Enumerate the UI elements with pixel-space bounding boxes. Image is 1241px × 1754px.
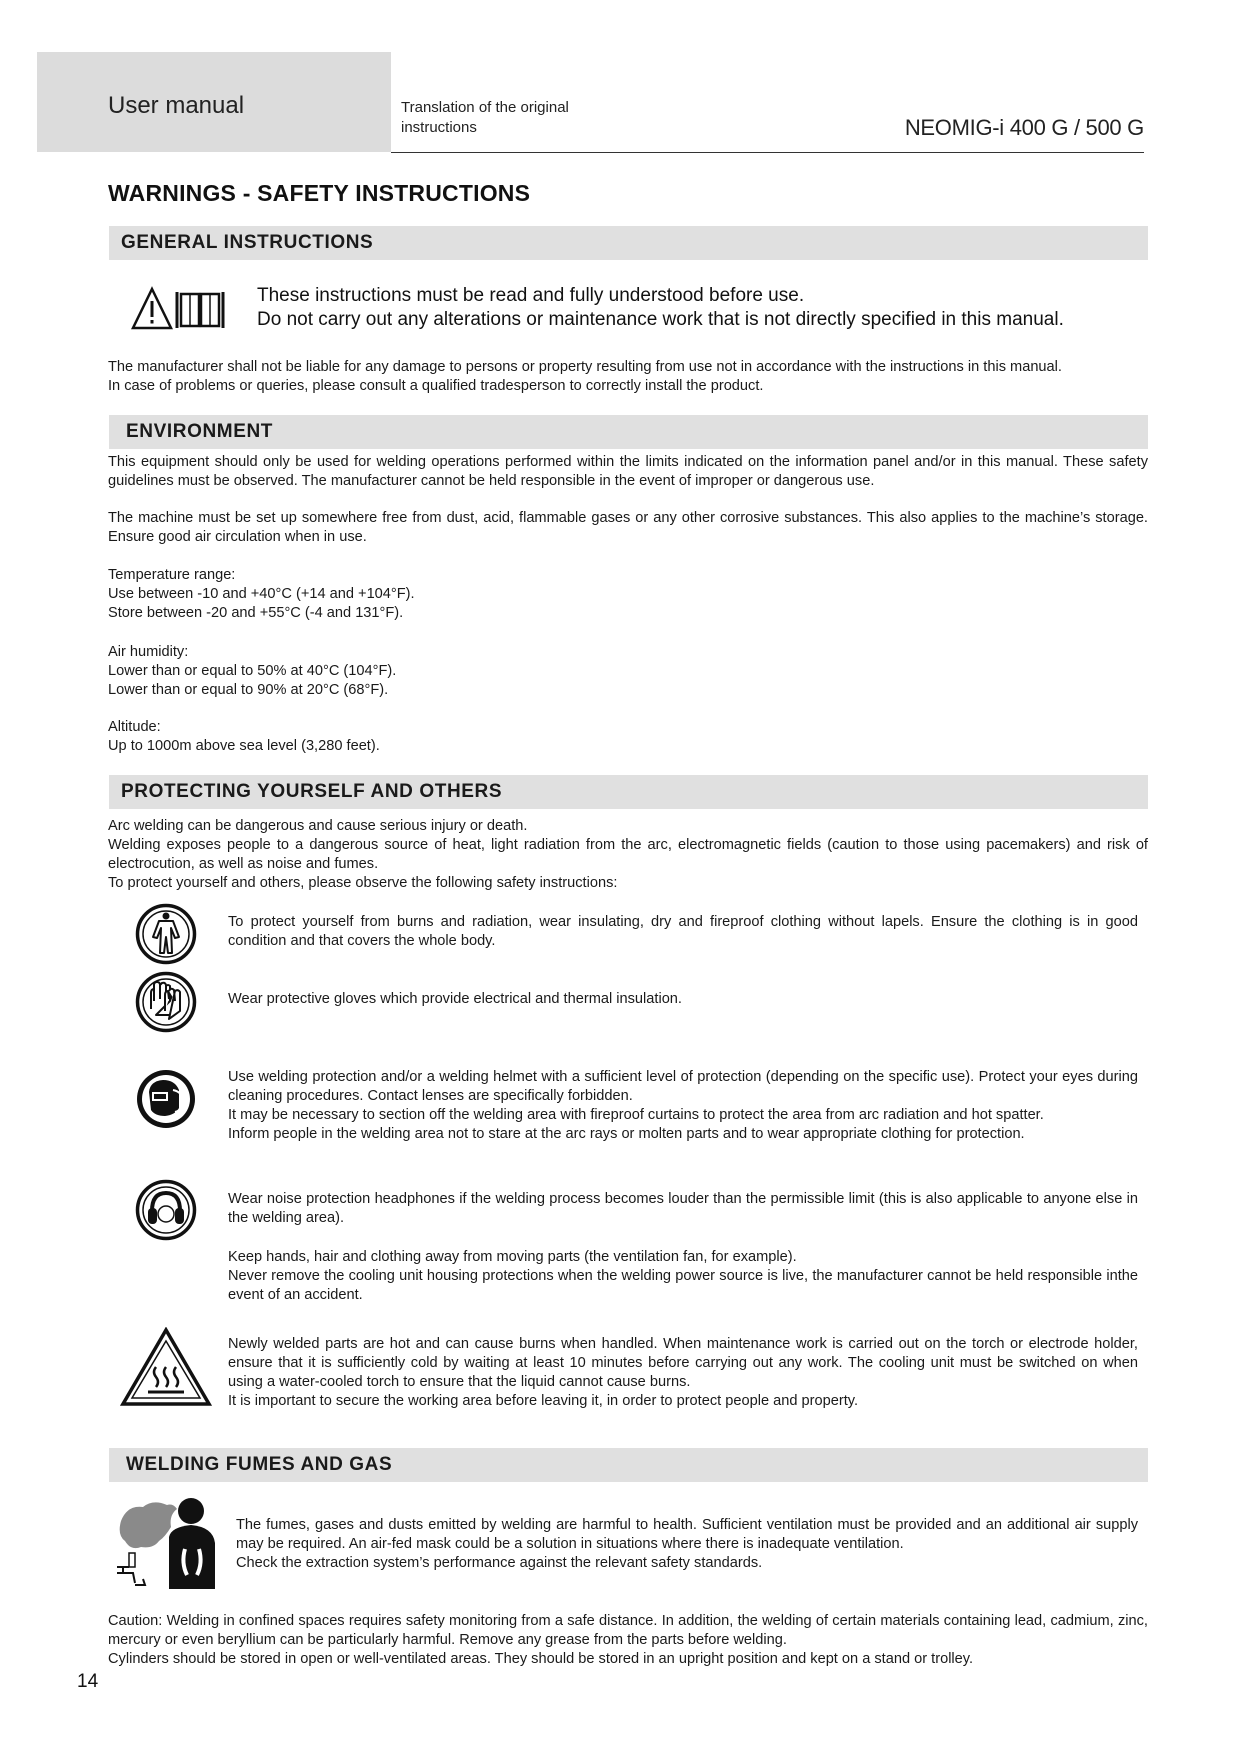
noise-instruction: Wear noise protection headphones if the welding process becomes louder than the permissible limit (this is also applicable to anyone else in the welding area). <box>228 1191 1138 1226</box>
temperature-block <box>108 566 1148 623</box>
protecting-intro-line3: To protect yourself and others, please observe the following safety instructions: <box>108 875 618 891</box>
welding-helmet-icon <box>135 1068 197 1130</box>
hot-parts-line2: It is important to secure the working area before leaving it, in order to protect people and property. <box>228 1393 859 1409</box>
section-heading-general <box>109 226 1148 260</box>
header-subtitle-line1: Translation of the original <box>401 99 569 116</box>
environment-paragraph2: The machine must be set up somewhere free from dust, acid, flammable gases or any other corrosive substances. This also applies to the machine’s storage. Ensure good air circulation when in use. <box>108 510 1148 545</box>
section-heading-protecting-label: PROTECTING YOURSELF AND OTHERS <box>121 781 503 802</box>
temperature-use: Use between -10 and +40°C (+14 and +104°F). <box>108 586 415 602</box>
helmet-instruction-line3: Inform people in the welding area not to stare at the arc rays or molten parts and to wear appropriate clothing for protection. <box>228 1126 1025 1142</box>
model-name: NEOMIG-i 400 G / 500 G <box>904 115 1144 140</box>
environment-paragraph1: This equipment should only be used for welding operations performed within the limits indicated on the information panel and/or in this manual. These safety guidelines must be observed. The manufacturer cannot be held responsible in the event of improper or dangerous use. <box>108 454 1148 489</box>
altitude-label: Altitude: <box>108 719 161 735</box>
section-heading-fumes <box>109 1448 1148 1482</box>
helmet-instruction <box>228 1068 1138 1144</box>
warning-read-manual-icon <box>131 286 231 332</box>
protective-clothing-icon <box>135 903 197 965</box>
section-heading-environment-label: ENVIRONMENT <box>126 421 273 442</box>
protecting-intro <box>108 817 1148 893</box>
general-paragraph <box>108 358 1148 396</box>
fumes-paragraph-line2: Check the extraction system’s performance against the relevant safety standards. <box>236 1555 763 1571</box>
page-title: WARNINGS - SAFETY INSTRUCTIONS <box>108 180 531 206</box>
gloves-instruction: Wear protective gloves which provide electrical and thermal insulation. <box>228 991 682 1007</box>
page-number: 14 <box>77 1671 99 1692</box>
section-heading-general-label: GENERAL INSTRUCTIONS <box>121 232 374 253</box>
section-heading-protecting <box>109 775 1148 809</box>
general-notice-line1: These instructions must be read and fully understood before use. <box>257 285 805 306</box>
fumes-paragraph <box>236 1516 1138 1573</box>
hot-surface-warning-icon <box>120 1327 212 1407</box>
protecting-intro-line2: Welding exposes people to a dangerous source of heat, light radiation from the arc, electromagnetic fields (caution to those using pacemakers) and risk of electrocution, as well as noise and fumes. <box>108 837 1148 872</box>
cylinders-text: Cylinders should be stored in open or well-ventilated areas. They should be stored in an upright position and kept on a stand or trolley. <box>108 1651 974 1667</box>
moving-parts-line2: Never remove the cooling unit housing protections when the welding power source is live, the manufacturer cannot be held responsible inthe event of an accident. <box>228 1268 1138 1303</box>
protective-gloves-icon <box>135 971 197 1033</box>
humidity-label: Air humidity: <box>108 644 189 660</box>
helmet-instruction-line1: Use welding protection and/or a welding helmet with a sufficient level of protection (depending on the specific use). Protect your eyes during cleaning procedures. Contact lenses are specifically forbidden. <box>228 1069 1138 1104</box>
document-type-label: User manual <box>108 92 245 119</box>
humidity-line2: Lower than or equal to 90% at 20°C (68°F). <box>108 682 389 698</box>
welding-fumes-icon <box>113 1493 228 1591</box>
moving-parts-instruction <box>228 1248 1138 1305</box>
ear-protection-icon <box>135 1179 197 1241</box>
clothing-instruction: To protect yourself from burns and radiation, wear insulating, dry and fireproof clothing without lapels. Ensure the clothing is in good condition and that covers the whole body. <box>228 914 1138 949</box>
header-rule <box>391 152 1144 153</box>
header-subtitle-line2: instructions <box>401 119 477 136</box>
humidity-block <box>108 643 1148 700</box>
section-heading-fumes-label: WELDING FUMES AND GAS <box>126 1454 393 1475</box>
general-paragraph-line2: In case of problems or queries, please consult a qualified tradesperson to correctly install the product. <box>108 378 764 394</box>
temperature-label: Temperature range: <box>108 567 236 583</box>
header-subtitle <box>401 98 621 138</box>
general-notice-line2: Do not carry out any alterations or maintenance work that is not directly specified in this manual. <box>257 309 1064 330</box>
section-heading-environment <box>109 415 1148 449</box>
protecting-intro-line1: Arc welding can be dangerous and cause serious injury or death. <box>108 818 528 834</box>
altitude-value: Up to 1000m above sea level (3,280 feet). <box>108 738 380 754</box>
humidity-line1: Lower than or equal to 50% at 40°C (104°F). <box>108 663 397 679</box>
hot-parts-instruction <box>228 1335 1138 1411</box>
hot-parts-line1: Newly welded parts are hot and can cause burns when handled. When maintenance work is carried out on the torch or electrode holder, ensure that it is sufficiently cold by waiting at least 10 minutes before carrying out any work. The cooling unit must be switched on when using a water-cooled torch to ensure that the liquid cannot cause burns. <box>228 1336 1138 1390</box>
fumes-caution <box>108 1612 1148 1669</box>
fumes-caution-text: Caution: Welding in confined spaces requires safety monitoring from a safe distance. In addition, the welding of certain materials containing lead, cadmium, zinc, mercury or even beryllium can be particularly harmful. Remove any grease from the parts before welding. <box>108 1613 1148 1648</box>
fumes-paragraph-line1: The fumes, gases and dusts emitted by welding are harmful to health. Sufficient ventilation must be provided and an additional air supply may be required. An air-fed mask could be a solution in situations where there is inadequate ventilation. <box>236 1517 1138 1552</box>
helmet-instruction-line2: It may be necessary to section off the welding area with fireproof curtains to protect the area from arc radiation and hot spatter. <box>228 1107 1044 1123</box>
general-paragraph-line1: The manufacturer shall not be liable for any damage to persons or property resulting from use not in accordance with the instructions in this manual. <box>108 359 1062 375</box>
altitude-block <box>108 718 1148 756</box>
moving-parts-line1: Keep hands, hair and clothing away from moving parts (the ventilation fan, for example). <box>228 1249 797 1265</box>
temperature-store: Store between -20 and +55°C (-4 and 131°F). <box>108 605 404 621</box>
